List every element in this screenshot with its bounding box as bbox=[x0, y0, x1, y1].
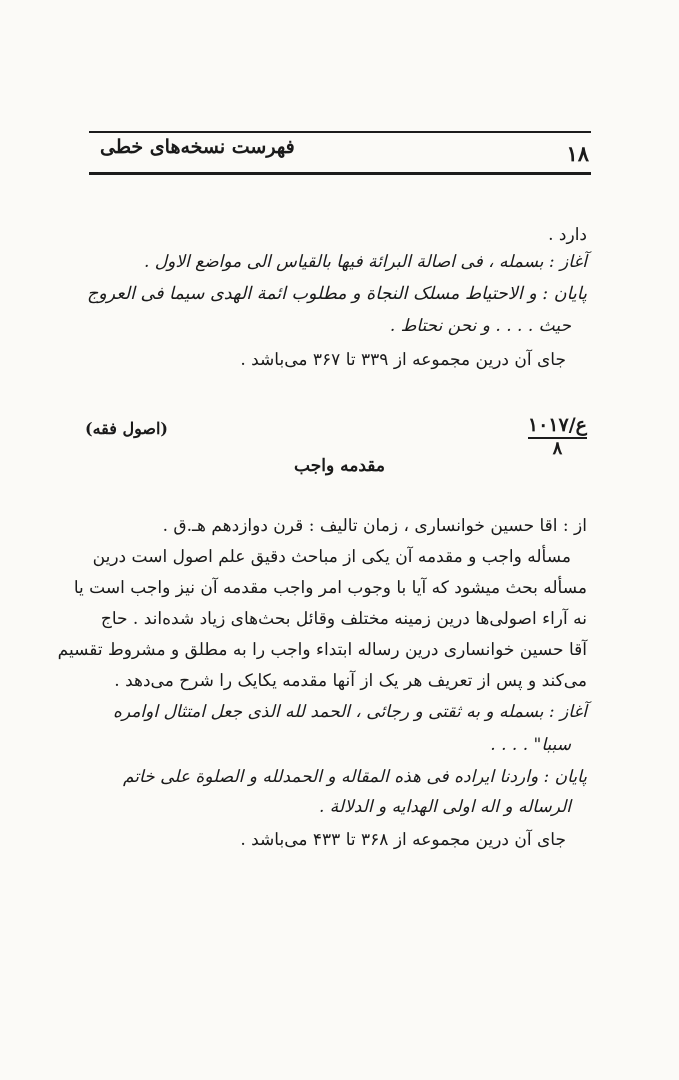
description-line: می‌کند و پس از تعریف هر یک از آنها مقدمه یکایک را شرح می‌دهد . bbox=[114, 671, 587, 691]
header-rule-bottom bbox=[89, 172, 591, 175]
header-rule-top bbox=[89, 131, 591, 133]
explicit-line: پایان : واردنا ایراده فی هذه المقاله و الحمدلله و الصلوة علی خاتم bbox=[122, 767, 587, 787]
description-line: مسأله بحث میشود که آیا با وجوب امر واجب مقدمه آن نیز واجب است یا bbox=[73, 578, 587, 598]
location-line: جای آن درین مجموعه از ۳۶۸ تا ۴۳۳ می‌باشد . bbox=[240, 830, 566, 850]
description-line: مسأله واجب و مقدمه آن یکی از مباحث دقیق علم اصول است درین bbox=[92, 547, 571, 567]
shelf-mark-number: ع/۱۰۱۷ bbox=[527, 414, 587, 436]
explicit-line-continued: حیث . . . . و نحن نحتاط . bbox=[389, 316, 571, 336]
incipit-line: آغاز : بسمله و به ثقتی و رجائی ، الحمد لله الذی جعل امتثال اوامره bbox=[113, 702, 587, 722]
incipit-line-continued: سببا" . . . . bbox=[490, 735, 571, 755]
text-line: دارد . bbox=[548, 225, 587, 245]
description-line: نه آراء اصولی‌ها درین زمینه مختلف وقائل بحث‌های زیاد شده‌اند . حاج bbox=[100, 609, 587, 629]
incipit-line: آغاز : بسمله ، فی اصالة البرائة فیها بالقیاس الی مواضع الاول . bbox=[143, 252, 587, 272]
entry-category: (اصول فقه) bbox=[85, 419, 168, 438]
location-line: جای آن درین مجموعه از ۳۳۹ تا ۳۶۷ می‌باشد . bbox=[240, 350, 566, 370]
entry-title: مقدمه واجب bbox=[294, 456, 385, 476]
running-header-title: فهرست نسخه‌های خطی bbox=[100, 136, 295, 158]
shelf-mark bbox=[528, 416, 587, 459]
page-number: ۱۸ bbox=[566, 141, 589, 166]
explicit-line: پایان : و الاحتیاط مسلک النجاة و مطلوب ائمة الهدی سیما فی العروج bbox=[86, 284, 587, 304]
author-line: از : اقا حسین خوانساری ، زمان تالیف : قرن دوازدهم هـ.ق . bbox=[162, 516, 587, 536]
explicit-line-continued: الرساله و اله اولی الهدایه و الدلالة . bbox=[319, 797, 571, 817]
shelf-mark-sub-number: ۸ bbox=[552, 437, 563, 459]
description-line: آقا حسین خوانساری درین رساله ابتداء واجب را به مطلق و مشروط تقسیم bbox=[57, 640, 587, 660]
